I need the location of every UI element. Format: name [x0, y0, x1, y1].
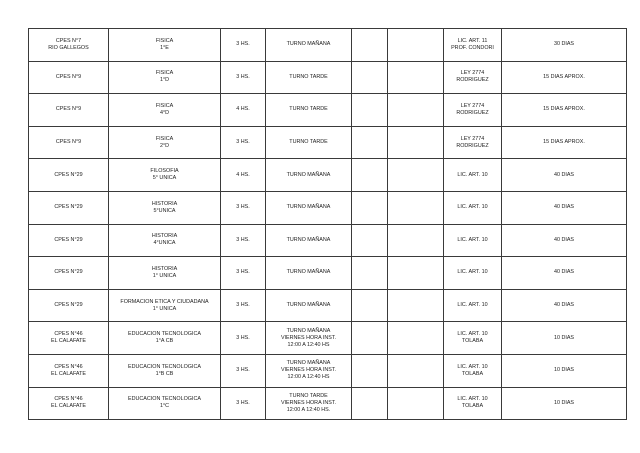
license-cell: LIC. ART. 10	[444, 289, 502, 322]
empty-cell	[352, 126, 388, 159]
empty-cell	[352, 322, 388, 355]
hours-cell: 3 HS.	[221, 387, 266, 420]
empty-cell	[388, 257, 444, 290]
hours-cell: 3 HS.	[221, 126, 266, 159]
school-cell: CPES N°46 EL CALAFATE	[29, 354, 109, 387]
shift-cell: TURNO TARDE	[266, 94, 352, 127]
hours-cell: 3 HS.	[221, 29, 266, 62]
table-row	[29, 159, 627, 192]
subject-cell: HISTORIA 1° UNICA	[109, 257, 221, 290]
school-cell: CPES N°29	[29, 224, 109, 257]
school-cell: CPES N°9	[29, 94, 109, 127]
empty-cell	[388, 387, 444, 420]
subject-cell: FISICA 4°D	[109, 94, 221, 127]
shift-cell: TURNO MAÑANA	[266, 257, 352, 290]
subject-cell: EDUCACION TECNOLOGICA 1°A CB	[109, 322, 221, 355]
shift-cell: TURNO TARDE VIERNES HORA INST. 12:00 A 12:40 HS.	[266, 387, 352, 420]
license-cell: LEY 2774 RODRIGUEZ	[444, 61, 502, 94]
document-sheet	[28, 28, 626, 420]
empty-cell	[388, 61, 444, 94]
school-cell: CPES N°46 EL CALAFATE	[29, 322, 109, 355]
empty-cell	[352, 94, 388, 127]
subject-cell: FORMACION ETICA Y CIUDADANA 1° UNICA	[109, 289, 221, 322]
license-cell: LEY 2774 RODRIGUEZ	[444, 94, 502, 127]
table-row	[29, 191, 627, 224]
duration-cell: 40 DIAS	[502, 159, 627, 192]
empty-cell	[352, 159, 388, 192]
subject-cell: FISICA 1°D	[109, 61, 221, 94]
hours-cell: 3 HS.	[221, 61, 266, 94]
table-row	[29, 387, 627, 420]
subject-cell: FISICA 2°D	[109, 126, 221, 159]
shift-cell: TURNO MAÑANA	[266, 289, 352, 322]
shift-cell: TURNO TARDE	[266, 61, 352, 94]
vacancy-table	[28, 28, 627, 420]
license-cell: LIC. ART. 11 PROF. CONDORI	[444, 29, 502, 62]
hours-cell: 3 HS.	[221, 322, 266, 355]
school-cell: CPES N°46 EL CALAFATE	[29, 387, 109, 420]
empty-cell	[352, 61, 388, 94]
shift-cell: TURNO MAÑANA VIERNES HORA INST. 12:00 A 12:40 HS	[266, 322, 352, 355]
school-cell: CPES N°29	[29, 191, 109, 224]
empty-cell	[388, 322, 444, 355]
license-cell: LIC. ART. 10	[444, 191, 502, 224]
shift-cell: TURNO MAÑANA	[266, 29, 352, 62]
table-row	[29, 354, 627, 387]
table-row	[29, 61, 627, 94]
empty-cell	[388, 224, 444, 257]
empty-cell	[388, 289, 444, 322]
shift-cell: TURNO MAÑANA VIERNES HORA INST. 12:00 A 12:40 HS	[266, 354, 352, 387]
table-row	[29, 257, 627, 290]
empty-cell	[352, 257, 388, 290]
duration-cell: 15 DIAS APROX.	[502, 61, 627, 94]
duration-cell: 40 DIAS	[502, 257, 627, 290]
duration-cell: 10 DIAS	[502, 354, 627, 387]
school-cell: CPES N°9	[29, 61, 109, 94]
empty-cell	[352, 191, 388, 224]
license-cell: LEY 2774 RODRIGUEZ	[444, 126, 502, 159]
shift-cell: TURNO MAÑANA	[266, 159, 352, 192]
table-row	[29, 126, 627, 159]
subject-cell: EDUCACION TECNOLOGICA 1°C	[109, 387, 221, 420]
empty-cell	[388, 191, 444, 224]
subject-cell: HISTORIA 5°UNICA	[109, 191, 221, 224]
hours-cell: 3 HS.	[221, 257, 266, 290]
table-row	[29, 289, 627, 322]
school-cell: CPES N°7 RIO GALLEGOS	[29, 29, 109, 62]
table-row	[29, 322, 627, 355]
shift-cell: TURNO TARDE	[266, 126, 352, 159]
hours-cell: 3 HS.	[221, 354, 266, 387]
table-row	[29, 94, 627, 127]
subject-cell: HISTORIA 4°UNICA	[109, 224, 221, 257]
empty-cell	[388, 159, 444, 192]
license-cell: LIC. ART. 10	[444, 257, 502, 290]
subject-cell: FISICA 1°E	[109, 29, 221, 62]
empty-cell	[388, 354, 444, 387]
duration-cell: 40 DIAS	[502, 224, 627, 257]
school-cell: CPES N°29	[29, 289, 109, 322]
duration-cell: 15 DIAS APROX.	[502, 126, 627, 159]
shift-cell: TURNO MAÑANA	[266, 191, 352, 224]
duration-cell: 10 DIAS	[502, 322, 627, 355]
school-cell: CPES N°9	[29, 126, 109, 159]
empty-cell	[352, 29, 388, 62]
duration-cell: 15 DIAS APROX.	[502, 94, 627, 127]
empty-cell	[388, 94, 444, 127]
duration-cell: 40 DIAS	[502, 289, 627, 322]
license-cell: LIC. ART. 10 TOLABA	[444, 322, 502, 355]
license-cell: LIC. ART. 10 TOLABA	[444, 387, 502, 420]
hours-cell: 3 HS.	[221, 191, 266, 224]
duration-cell: 40 DIAS	[502, 191, 627, 224]
empty-cell	[388, 126, 444, 159]
license-cell: LIC. ART. 10 TOLABA	[444, 354, 502, 387]
table-row	[29, 224, 627, 257]
subject-cell: EDUCACION TECNOLOGICA 1°B CB	[109, 354, 221, 387]
subject-cell: FILOSOFIA 5° UNICA	[109, 159, 221, 192]
hours-cell: 3 HS.	[221, 224, 266, 257]
duration-cell: 10 DIAS	[502, 387, 627, 420]
empty-cell	[352, 387, 388, 420]
school-cell: CPES N°29	[29, 257, 109, 290]
duration-cell: 30 DIAS	[502, 29, 627, 62]
table-body	[29, 29, 627, 420]
table-row	[29, 29, 627, 62]
hours-cell: 4 HS.	[221, 159, 266, 192]
empty-cell	[352, 224, 388, 257]
hours-cell: 4 HS.	[221, 94, 266, 127]
school-cell: CPES N°29	[29, 159, 109, 192]
license-cell: LIC. ART. 10	[444, 159, 502, 192]
empty-cell	[352, 354, 388, 387]
empty-cell	[352, 289, 388, 322]
shift-cell: TURNO MAÑANA	[266, 224, 352, 257]
empty-cell	[388, 29, 444, 62]
license-cell: LIC. ART. 10	[444, 224, 502, 257]
hours-cell: 3 HS.	[221, 289, 266, 322]
